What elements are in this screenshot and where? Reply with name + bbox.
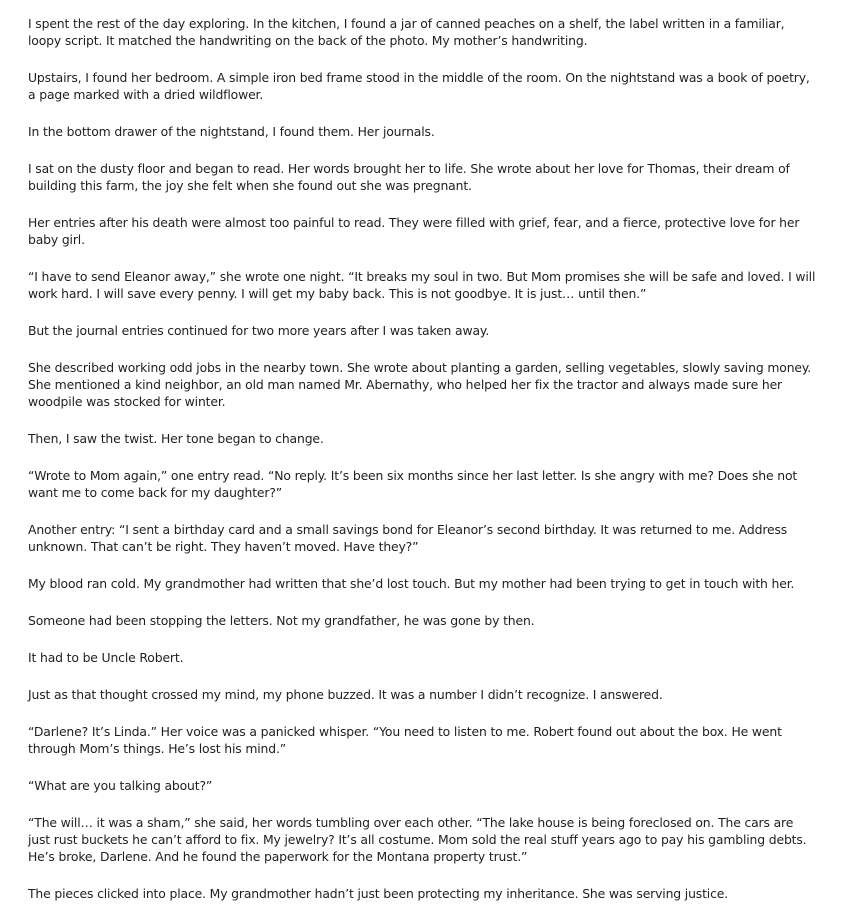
paragraph: “Wrote to Mom again,” one entry read. “No reply. It’s been six months since her last letter. Is she angry with me? Does she not want me to come back for my daughter?” (28, 468, 798, 500)
paragraph: Her entries after his death were almost too painful to read. They were filled with grief, fear, and a fierce, protective love for her baby girl. (28, 215, 800, 247)
paragraph: Then, I saw the twist. Her tone began to change. (28, 431, 324, 446)
paragraph: “Darlene? It’s Linda.” Her voice was a panicked whisper. “You need to listen to me. Robert found out about the box. He went through Mom’s things. He’s lost his mind.” (28, 724, 782, 756)
paragraph: It had to be Uncle Robert. (28, 650, 184, 665)
paragraph: Upstairs, I found her bedroom. A simple iron bed frame stood in the middle of the room. On the nightstand was a book of poetry, a page marked with a dried wildflower. (28, 70, 810, 102)
paragraph: Another entry: “I sent a birthday card and a small savings bond for Eleanor’s second birthday. It was returned to me. Address unknown. That can’t be right. They haven’t moved. Have they?” (28, 522, 788, 554)
paragraph: She described working odd jobs in the nearby town. She wrote about planting a garden, selling vegetables, slowly saving money. She mentioned a kind neighbor, an old man named Mr. Abernathy, who helped her fix the tractor and always made sure her woodpile was stocked for winter. (28, 360, 812, 409)
paragraph: The pieces clicked into place. My grandmother hadn’t just been protecting my inheritance. She was serving justice. (28, 886, 729, 901)
paragraph: Someone had been stopping the letters. Not my grandfather, he was gone by then. (28, 613, 535, 628)
paragraph: My blood ran cold. My grandmother had written that she’d lost touch. But my mother had been trying to get in touch with her. (28, 576, 795, 591)
paragraph: Just as that thought crossed my mind, my phone buzzed. It was a number I didn’t recognize. I answered. (28, 687, 663, 702)
story-text (28, 15, 818, 922)
paragraph: “I have to send Eleanor away,” she wrote one night. “It breaks my soul in two. But Mom promises she will be safe and loved. I will work hard. I will save every penny. I will get my baby back. This is not goodbye. It is just… until then.” (28, 269, 816, 301)
paragraph: I spent the rest of the day exploring. In the kitchen, I found a jar of canned peaches on a shelf, the label written in a familiar, loopy script. It matched the handwriting on the back of the photo. My mother’s handwriting. (28, 16, 785, 48)
paragraph: In the bottom drawer of the nightstand, I found them. Her journals. (28, 124, 435, 139)
paragraph: I sat on the dusty floor and began to read. Her words brought her to life. She wrote about her love for Thomas, their dream of building this farm, the joy she felt when she found out she was pregnant. (28, 161, 790, 193)
paragraph: “What are you talking about?” (28, 778, 213, 793)
paragraph: But the journal entries continued for two more years after I was taken away. (28, 323, 490, 338)
paragraph: “The will… it was a sham,” she said, her words tumbling over each other. “The lake house is being foreclosed on. The cars are just rust buckets he can’t afford to fix. My jewelry? It’s all costume. Mom sold the real stuff years ago to pay his gambling debts. He’s broke, Darlene. And he found the paperwork for the Montana property trust.” (28, 815, 807, 864)
